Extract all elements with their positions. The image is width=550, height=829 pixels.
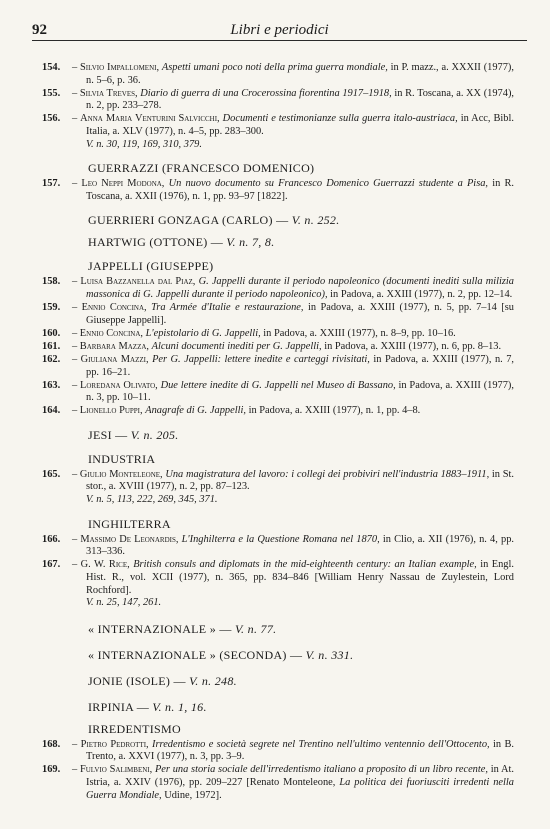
subject-heading-hartwig <box>44 235 514 249</box>
entry-author: Barbara Mazza, <box>79 340 149 352</box>
entry-number: 167. <box>42 559 61 571</box>
entry-title: British consuls and diplomats in the mid-eighteenth century: an Italian example, <box>133 559 477 571</box>
entry-author: Giuliana Mazzi, <box>80 353 149 365</box>
entry-163: 163. – Loredana Olivato, Due lettere inedite di G. Jappelli nel Museo di Bassano, in Padova, a. XXIII (1977), n. 3, pp. 10–11. <box>42 379 514 404</box>
page-header <box>32 22 527 41</box>
subject-heading-jonie <box>44 674 514 688</box>
entry-title: Due lettere inedite di G. Jappelli nel Museo di Bassano, <box>160 379 396 391</box>
bibliography-list <box>44 62 514 803</box>
subject-heading-internazionale-seconda <box>44 648 514 662</box>
entry-number: 164. <box>42 405 61 417</box>
entry-author: Luisa Bazzanella dal Piaz, <box>80 276 196 288</box>
entry-number: 154. <box>42 62 61 73</box>
cross-reference: V. n. 7, 8. <box>226 235 275 250</box>
entry-169: 169. – Fulvio Salimbeni, Per una storia sociale dell'irredentismo italiano a proposito di un libro recente, in At. Istria, a. XXIV (1976), pp. 209–227 [Renato Monteleone, La politica dei fuoriusciti irredenti nella Guerra Mondiale, Udine, 1972]. <box>42 764 514 801</box>
entry-cited-title: La politica dei fuoriusciti irredenti nella Guerra Mondiale, <box>86 777 514 801</box>
running-title: Libri e periodici <box>230 22 329 38</box>
entry-title: Anagrafe di G. Jappelli, <box>145 405 246 417</box>
entry-156: 156. – Anna Maria Venturini Salvicchi, Documenti e testimonianze sulla guerra italo-austriaca, in Acc, Bibl. Italia, a. XLV (1977), n. 4–5, pp. 283–300. V. n. 30, 119, 169, 310, 379. <box>42 113 514 150</box>
entry-source: in R. Toscana, a. XX (1974), n. 2, pp. 233–278. <box>86 87 515 112</box>
entry-number: 166. <box>42 533 61 545</box>
entry-source: in At. Istria, a. XXIV (1976), pp. 209–227 [Renato Monteleone, <box>86 764 514 788</box>
entry-165: 165. – Giulio Monteleone, Una magistratura del lavoro: i collegi dei probiviri nell'industria 1883–1911, in St. stor., a. XVIII (1977), n. 2, pp. 87–123. V. n. 5, 113, 222, 269, 345, 371. <box>42 468 514 506</box>
entry-source: in Padova, a. XXIII (1977), n. 5, pp. 7–14 [su Giuseppe Jappelli]. <box>86 302 514 326</box>
entry-title: Per una storia sociale dell'irredentismo italiano a proposito di un libro recente, <box>154 764 488 776</box>
entry-title: Una magistratura del lavoro: i collegi dei probiviri nell'industria 1883–1911, <box>165 468 490 480</box>
entry-158: 158. – Luisa Bazzanella dal Piaz, G. Jappelli durante il periodo napoleonico (documenti inediti sulla milizia massonica di G. Jappelli durante il periodo napoleonico), in Padova, a. XXIII (1977), n. 2, pp. 12–14. <box>42 276 515 300</box>
cross-reference: V. n. 77. <box>234 621 277 636</box>
entry-source: in Padova, a. XXIII (1977), n. 8–9, pp. 10–16. <box>263 327 456 339</box>
entry-author: Giulio Monteleone, <box>79 468 163 480</box>
entry-157: 157. – Leo Neppi Modona, Un nuovo documento su Francesco Domenico Guerrazzi studente a Pisa, in R. Toscana, a. XXII (1976), n. 1, pp. 93–97 [1822]. <box>42 178 514 202</box>
entry-164: 164. – Lionello Puppi, Anagrafe di G. Jappelli, in Padova, a. XXIII (1977), n. 1, pp. 4–8. <box>42 405 421 417</box>
subject-heading-guerrieri <box>44 213 514 227</box>
entry-number: 165. <box>42 468 61 480</box>
entry-source: in Padova, a. XXIII (1977), n. 7, pp. 16–21. <box>86 353 514 378</box>
heading-label: GUERRIERI GONZAGA (CARLO) — <box>88 213 289 228</box>
subject-heading-industria: INDUSTRIA <box>88 451 156 466</box>
cross-reference: V. n. 25, 147, 261. <box>86 597 162 609</box>
entry-title: Alcuni documenti inediti per G. Jappelli, <box>151 340 322 352</box>
subject-heading-jesi <box>44 428 514 442</box>
entry-154: 154. – Silvio Impallomeni, Aspetti umani poco noti della prima guerra mondiale, in P. mazz., a. XXXII (1977), n. 5–6, p. 36. <box>42 62 514 86</box>
entry-cited-source: Udine, 1972]. <box>164 789 222 801</box>
entry-author: Silvio Impallomeni, <box>80 62 160 73</box>
entry-author: Anna Maria Venturini Salvicchi, <box>80 113 220 125</box>
entry-title: Tra Armée d'Italie e restaurazione, <box>151 302 304 314</box>
entry-author: Ennio Concina, <box>79 327 143 339</box>
heading-label: « INTERNAZIONALE » (SECONDA) — <box>88 647 303 662</box>
entry-source: in Padova, a. XXIII (1977), n. 6, pp. 8–13. <box>324 340 502 352</box>
entry-source: in R. Toscana, a. XXII (1976), n. 1, pp. 93–97 [1822]. <box>86 178 514 202</box>
heading-label: JONIE (ISOLE) — <box>88 673 186 688</box>
cross-reference: V. n. 1, 16. <box>152 699 207 714</box>
entry-title: Diario di guerra di una Crocerossina fiorentina 1917–1918, <box>140 87 392 99</box>
cross-reference: V. n. 252. <box>291 213 340 228</box>
cross-reference: V. n. 205. <box>130 427 179 442</box>
cross-reference: V. n. 5, 113, 222, 269, 345, 371. <box>86 494 218 506</box>
entry-number: 160. <box>42 327 61 339</box>
entry-title: Documenti e testimonianze sulla guerra italo-austriaca, <box>222 113 458 125</box>
entry-number: 169. <box>42 764 61 776</box>
subject-heading-internazionale <box>44 622 514 636</box>
entry-number: 155. <box>42 87 61 99</box>
entry-title: G. Jappelli durante il periodo napoleonico (documenti inediti sulla milizia massonica di G. Jappelli durante il periodo napoleonico), <box>86 276 515 300</box>
entry-author: Lionello Puppi, <box>79 405 143 417</box>
entry-167: 167. – G. W. Rice, British consuls and diplomats in the mid-eighteenth century: an Italian example, in Engl. Hist. R., vol. XCII (1977), n. 365, pp. 834–846 [William Henry Nassau de Zuylestein, Lord Rochford]. V. n. 25, 147, 261. <box>42 559 514 609</box>
subject-heading-guerrazzi: GUERRAZZI (FRANCESCO DOMENICO) <box>88 161 315 176</box>
entry-162: 162. – Giuliana Mazzi, Per G. Jappelli: lettere inedite e carteggi rivisitati, in Padova, a. XXIII (1977), n. 7, pp. 16–21. <box>42 353 514 378</box>
entry-159: 159. – Ennio Concina, Tra Armée d'Italie e restaurazione, in Padova, a. XXIII (1977), n. 5, pp. 7–14 [su Giuseppe Jappelli]. <box>42 302 514 326</box>
entry-161: 161. – Barbara Mazza, Alcuni documenti inediti per G. Jappelli, in Padova, a. XXIII (1977), n. 6, pp. 8–13. <box>42 340 502 352</box>
entry-author: Loredana Olivato, <box>80 379 158 391</box>
entry-author: Leo Neppi Modona, <box>81 178 165 190</box>
entry-title: Un nuovo documento su Francesco Domenico Guerrazzi studente a Pisa, <box>168 178 489 190</box>
entry-number: 168. <box>42 738 61 750</box>
entry-source: in Clio, a. XII (1976), n. 4, pp. 313–336. <box>86 533 514 558</box>
entry-author: Pietro Pedrotti, <box>80 738 149 750</box>
entry-number: 163. <box>42 379 61 391</box>
entry-source: in Padova, a. XXIII (1977), n. 1, pp. 4–8. <box>248 405 421 417</box>
entry-number: 156. <box>42 113 61 125</box>
entry-source: in St. stor., a. XVIII (1977), n. 2, pp. 87–123. <box>86 468 514 493</box>
entry-title: Aspetti umani poco noti della prima guerra mondiale, <box>161 62 388 73</box>
entry-author: Ennio Concina, <box>81 302 147 314</box>
entry-author: Fulvio Salimbeni, <box>79 764 153 776</box>
entry-title: L'Inghilterra e la Questione Romana nel 1870, <box>181 533 380 545</box>
heading-label: « INTERNAZIONALE » — <box>88 621 232 636</box>
entry-author: G. W. Rice, <box>80 559 130 571</box>
entry-title: L'epistolario di G. Jappelli, <box>145 327 261 339</box>
entry-number: 159. <box>42 302 61 314</box>
entry-155: 155. – Silvia Treves, Diario di guerra di una Crocerossina fiorentina 1917–1918, in R. Toscana, a. XX (1974), n. 2, pp. 233–278. <box>42 87 515 112</box>
entry-number: 161. <box>42 340 61 352</box>
heading-label: JESI — <box>88 427 128 442</box>
entry-source: in Acc, Bibl. Italia, a. XLV (1977), n. 4–5, pp. 283–300. <box>86 113 514 137</box>
subject-heading-jappelli: JAPPELLI (GIUSEPPE) <box>88 259 214 274</box>
heading-label: IRPINIA — <box>88 699 150 714</box>
heading-label: HARTWIG (OTTONE) — <box>88 235 224 250</box>
cross-reference: V. n. 30, 119, 169, 310, 379. <box>86 138 202 150</box>
entry-166: 166. – Massimo De Leonardis, L'Inghilterra e la Questione Romana nel 1870, in Clio, a. XII (1976), n. 4, pp. 313–336. <box>42 533 514 558</box>
page-number: 92 <box>32 22 47 38</box>
subject-heading-inghilterra: INGHILTERRA <box>88 516 171 531</box>
entry-168: 168. – Pietro Pedrotti, Irredentismo e società segrete nel Trentino nell'ultimo ventennio dell'Ottocento, in B. Trento, a. XXVI (1977), n. 3, pp. 3–9. <box>42 738 514 763</box>
entry-source: in Padova, a. XXIII (1977), n. 3, pp. 10–11. <box>86 379 514 404</box>
entry-number: 162. <box>42 353 61 365</box>
entry-title: Irredentismo e società segrete nel Trentino nell'ultimo ventennio dell'Ottocento, <box>152 738 490 750</box>
cross-reference: V. n. 331. <box>305 647 354 662</box>
entry-number: 157. <box>42 178 61 190</box>
cross-reference: V. n. 248. <box>189 673 237 688</box>
entry-160: 160. – Ennio Concina, L'epistolario di G. Jappelli, in Padova, a. XXIII (1977), n. 8–9, pp. 10–16. <box>42 327 456 339</box>
entry-title: Per G. Jappelli: lettere inedite e carteggi rivisitati, <box>152 353 370 365</box>
subject-heading-irpinia <box>44 700 514 714</box>
subject-heading-irredentismo: IRREDENTISMO <box>88 721 181 736</box>
entry-number: 158. <box>42 276 61 288</box>
entry-source: in B. Trento, a. XXVI (1977), n. 3, pp. 3–9. <box>86 738 514 763</box>
entry-source: in P. mazz., a. XXXII (1977), n. 5–6, p. 36. <box>86 62 514 86</box>
entry-source: in Padova, a. XXIII (1977), n. 2, pp. 12–14. <box>330 288 513 300</box>
entry-author: Silvia Treves, <box>79 87 138 99</box>
entry-source: in Engl. Hist. R., vol. XCII (1977), n. 365, pp. 834–846 [William Henry Nassau de Zuylestein, Lord Rochford]. <box>86 559 514 596</box>
entry-author: Massimo De Leonardis, <box>80 533 179 545</box>
